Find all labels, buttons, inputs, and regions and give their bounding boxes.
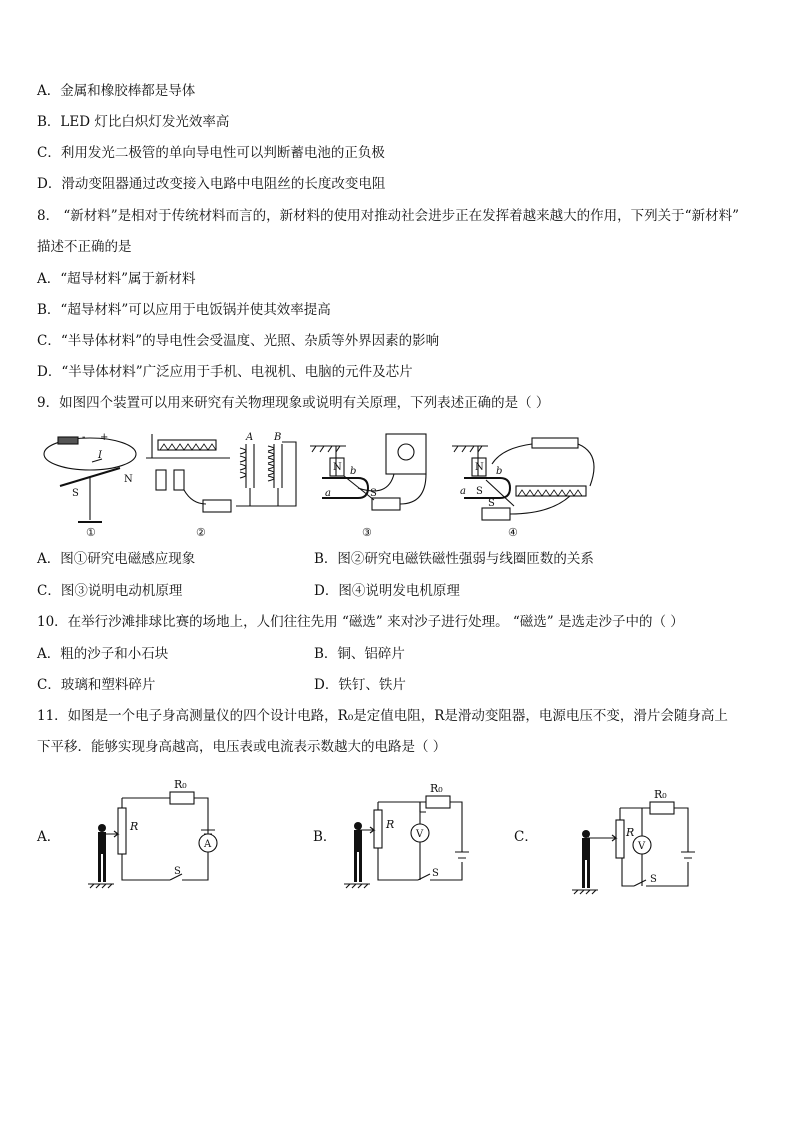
- q9-option-c: C．图③说明电动机原理: [37, 583, 183, 599]
- q10-option-d: D．铁钉、铁片: [314, 677, 406, 693]
- fig1-plus: +: [100, 432, 109, 443]
- fig3-switch: S: [370, 488, 377, 499]
- fig2-coil-b: B: [274, 432, 282, 443]
- circuit-c-switch: S: [650, 874, 657, 885]
- fig3-a: a: [325, 488, 331, 499]
- circuit-c-label: C．: [514, 829, 538, 845]
- circuit-b: [340, 772, 490, 892]
- q8-stem-line1: 8． “新材料”是相对于传统材料而言的，新材料的使用对推动社会进步正在发挥着越来越大的作用，下列关于“新材料”: [37, 208, 739, 224]
- circuit-b-label: B．: [313, 829, 337, 845]
- circuit-c-meter: V: [638, 841, 646, 852]
- q9-option-d: D．图④说明发电机原理: [314, 583, 460, 599]
- circuit-a-r: R: [130, 820, 139, 833]
- circuit-a-meter: A: [204, 839, 212, 850]
- fig3-north: N: [333, 462, 342, 473]
- q8-option-b: B．“超导材料”可以应用于电饭锅并使其效率提高: [37, 302, 331, 318]
- circuit-c: [566, 778, 716, 898]
- q9-option-a: A．图①研究电磁感应现象: [37, 551, 196, 567]
- q11-stem-line2: 下平移．能够实现身高越高，电压表或电流表示数越大的电路是（ ）: [37, 739, 447, 755]
- circuit-a-r0: R₀: [174, 778, 187, 791]
- q7-option-a: A．金属和橡胶棒都是导体: [37, 83, 196, 99]
- fig2-coil-a: A: [246, 432, 254, 443]
- q9-stem: 9．如图四个装置可以用来研究有关物理现象或说明有关原理，下列表述正确的是（ ）: [37, 395, 550, 411]
- circuit-a-switch: S: [174, 866, 181, 877]
- circuit-b-r: R: [386, 818, 395, 831]
- q9-option-b: B．图②研究电磁铁磁性强弱与线圈匝数的关系: [314, 551, 594, 567]
- circuit-c-r: R: [626, 826, 635, 839]
- q8-stem-line2: 描述不正确的是: [37, 239, 132, 255]
- circuit-b-r0: R₀: [430, 782, 443, 795]
- circuit-b-meter: V: [416, 829, 424, 840]
- fig-label-2: ②: [196, 526, 206, 539]
- fig4-a: a: [460, 486, 466, 497]
- q10-option-b: B．铜、铝碎片: [314, 646, 405, 662]
- q8-option-c: C．“半导体材料”的导电性会受温度、光照、杂质等外界因素的影响: [37, 333, 440, 349]
- q7-option-b: B．LED 灯比白炽灯发光效率高: [37, 114, 230, 130]
- q9-figures: [40, 428, 600, 540]
- fig1-north: N: [124, 474, 133, 485]
- circuit-c-r0: R₀: [654, 788, 667, 801]
- fig-label-4: ④: [508, 526, 518, 539]
- fig4-switch: S: [488, 498, 495, 509]
- q10-option-a: A．粗的沙子和小石块: [37, 646, 169, 662]
- fig3-b: b: [350, 466, 357, 477]
- fig-label-3: ③: [362, 526, 372, 539]
- fig1-current: I: [98, 450, 102, 461]
- fig-label-1: ①: [86, 526, 96, 539]
- fig4-north: N: [475, 462, 484, 473]
- fig4-b: b: [496, 466, 503, 477]
- circuit-a-label: A．: [37, 829, 61, 845]
- circuit-a: [82, 772, 232, 892]
- q10-stem: 10．在举行沙滩排球比赛的场地上，人们往往先用 “磁选” 来对沙子进行处理。 “磁选” 是选走沙子中的（ ）: [37, 614, 684, 630]
- q7-option-d: D．滑动变阻器通过改变接入电路中电阻丝的长度改变电阻: [37, 176, 386, 192]
- q11-stem-line1: 11．如图是一个电子身高测量仪的四个设计电路，R₀是定值电阻，R是滑动变阻器，电源电压不变，滑片会随身高上: [37, 708, 728, 724]
- fig1-south: S: [72, 488, 79, 499]
- fig1-minus: -: [82, 432, 86, 443]
- circuit-b-switch: S: [432, 868, 439, 879]
- fig4-south: S: [476, 486, 483, 497]
- q8-option-d: D．“半导体材料”广泛应用于手机、电视机、电脑的元件及芯片: [37, 364, 413, 380]
- q8-option-a: A．“超导材料”属于新材料: [37, 271, 196, 287]
- q10-option-c: C．玻璃和塑料碎片: [37, 677, 156, 693]
- q7-option-c: C．利用发光二极管的单向导电性可以判断蓄电池的正负极: [37, 145, 385, 161]
